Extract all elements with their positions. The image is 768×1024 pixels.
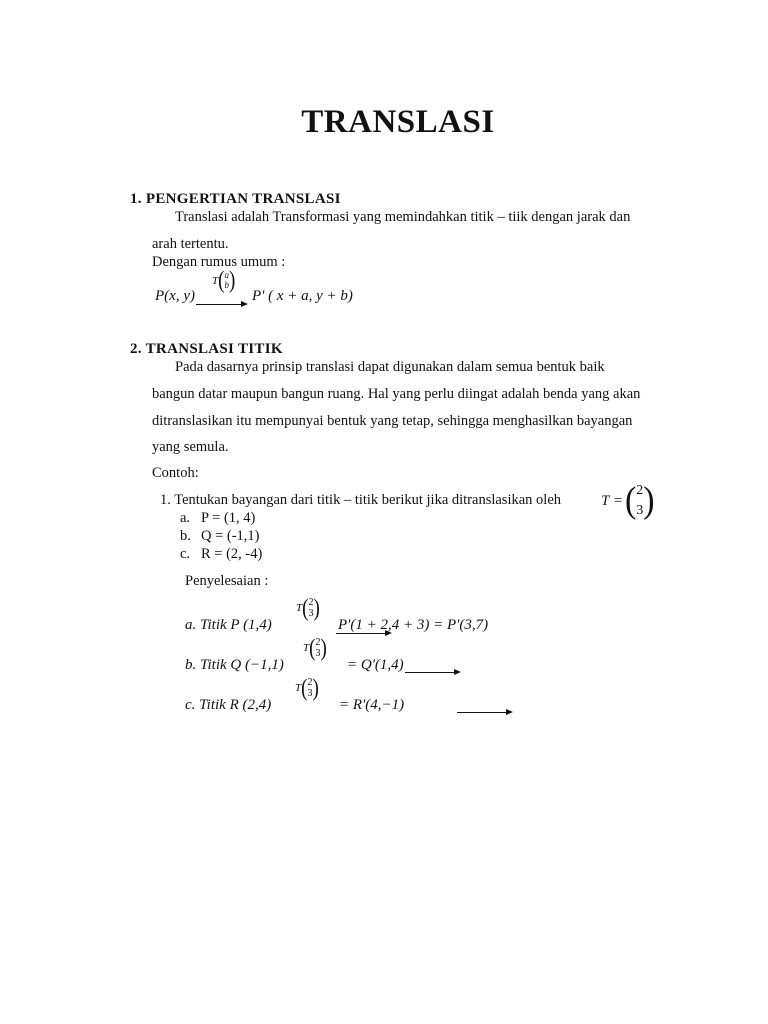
item-a-text: P = (1, 4)	[201, 510, 256, 526]
solution-a-translation-label: T ( 2 3 )	[296, 594, 320, 622]
section-1-line-2: arah tertentu.	[152, 236, 229, 252]
solution-c-translation-label: T ( 2 3 )	[295, 674, 319, 702]
penyelesaian-label: Penyelesaian :	[185, 573, 269, 589]
solution-b-right: = Q'(1,4)	[347, 657, 404, 673]
section-2-para-line-2: bangun datar maupun bangun ruang. Hal yang perlu diingat adalah benda yang akan	[152, 386, 641, 402]
page-title: TRANSLASI	[301, 104, 495, 140]
solution-a-right: P'(1 + 2,4 + 3) = P'(3,7)	[338, 617, 489, 633]
item-c-marker: c.	[180, 546, 191, 562]
section-2-para-line-3: ditranslasikan itu mempunyai bentuk yang tetap, sehingga menghasilkan bayangan	[152, 413, 633, 429]
contoh-label: Contoh:	[152, 465, 199, 481]
solution-c-right: = R'(4,−1)	[339, 697, 405, 713]
section-1-line-1: Translasi adalah Transformasi yang memindahkan titik – tiik dengan jarak dan	[175, 209, 631, 225]
section-1-line-3: Dengan rumus umum :	[152, 254, 286, 270]
item-b-text: Q = (-1,1)	[201, 528, 260, 544]
solution-a-arrow	[336, 633, 392, 641]
section-2-para-line-4: yang semula.	[152, 439, 229, 455]
section-1-heading: 1. PENGERTIAN TRANSLASI	[130, 191, 341, 207]
formula-arrow	[196, 304, 248, 312]
item-b-marker: b.	[180, 528, 191, 544]
solution-b-translation-label: T ( 2 3 )	[303, 634, 327, 662]
item-c-text: R = (2, -4)	[201, 546, 263, 562]
solution-a-left: a. Titik P (1,4)	[185, 617, 272, 633]
question-text: 1. Tentukan bayangan dari titik – titik berikut jika ditranslasikan oleh	[160, 492, 562, 508]
translation-matrix: T = ( 2 3 )	[601, 480, 655, 522]
solution-b-arrow	[405, 672, 461, 680]
solution-c-arrow	[457, 712, 513, 720]
section-2-heading: 2. TRANSLASI TITIK	[130, 341, 283, 357]
section-2-para-line-1: Pada dasarnya prinsip translasi dapat digunakan dalam semua bentuk baik	[175, 359, 605, 375]
solution-c-left: c. Titik R (2,4)	[185, 697, 272, 713]
formula-left: P(x, y)	[155, 288, 195, 304]
solution-b-left: b. Titik Q (−1,1)	[185, 657, 284, 673]
formula-right: P' ( x + a, y + b)	[252, 288, 353, 304]
item-a-marker: a.	[180, 510, 191, 526]
formula-translation-label: T ( a b )	[212, 267, 236, 295]
